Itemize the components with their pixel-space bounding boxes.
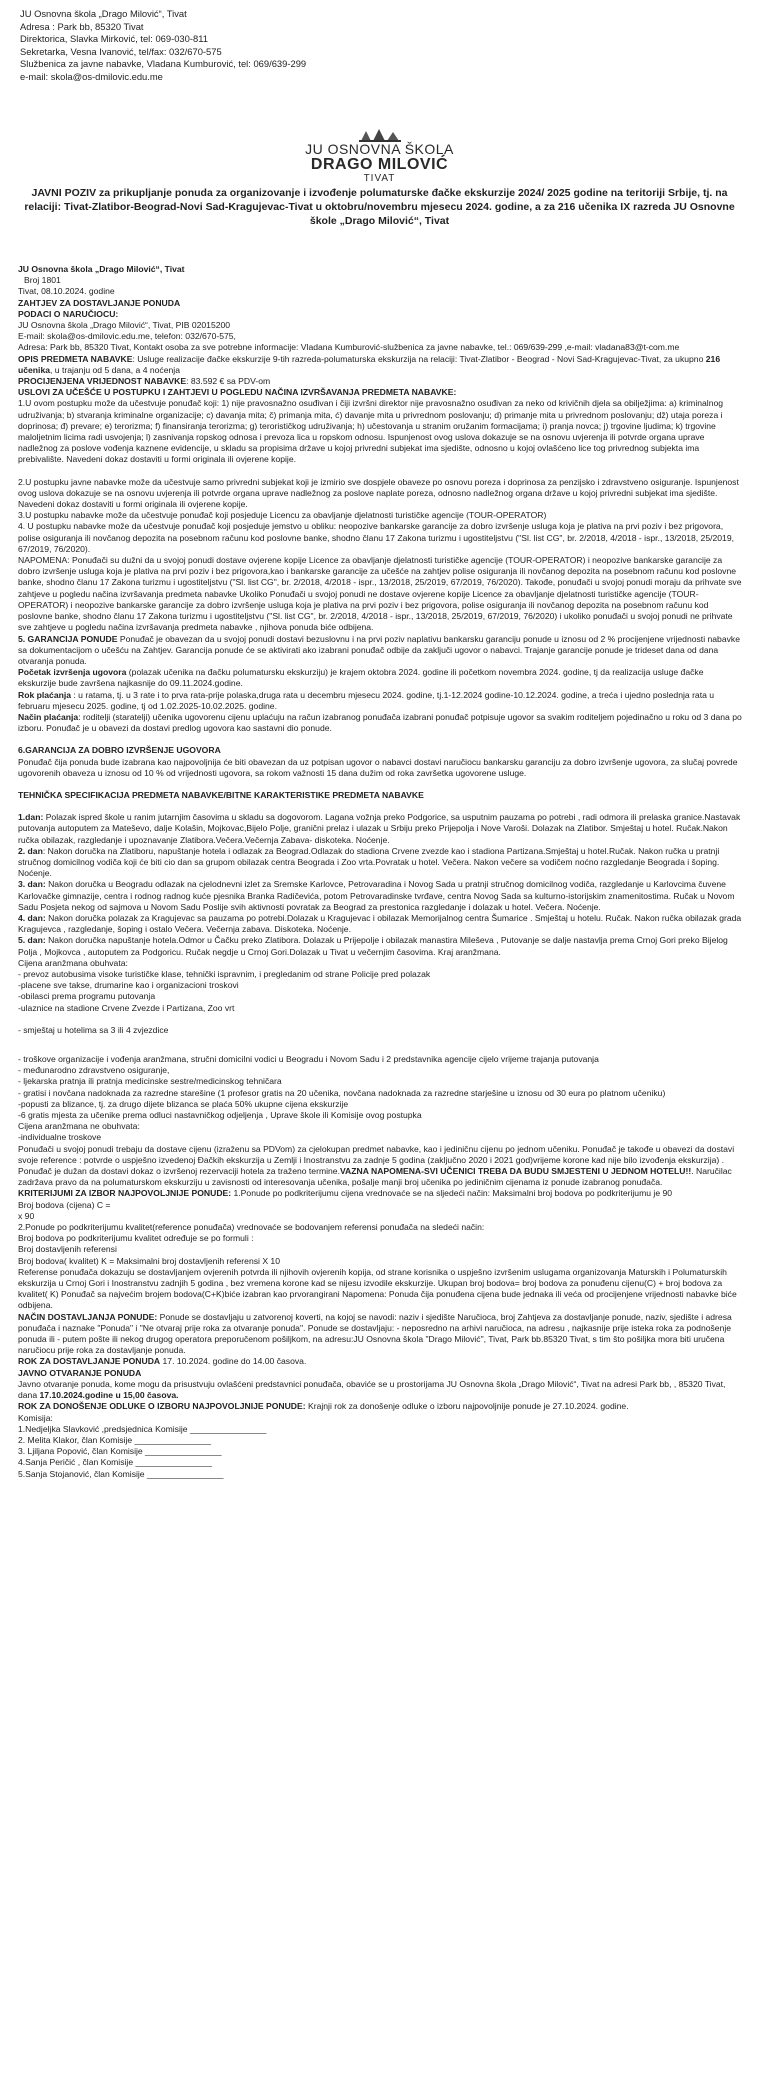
list-item: - troškove organizacije i vođenja aranžmana, stručni domicilni vodici u Beogradu i Novom Sadu i 2 predstavnika agencije cijelo vrijeme trajanja putovanja [18, 1054, 599, 1064]
text: (polazak učenika na đačku polumatursku ekskurziju) je krajem oktobra 2024. godine ili početkom novembra 2024. godine, tj da realizacija usluge đačke ekskurzije bude završena najkasnije do 09.11.2024.godine. [18, 667, 704, 689]
formula-line: Broj bodova( kvalitet) K = Maksimalni broj dostavljenih referensi X 10 [18, 1255, 280, 1266]
paragraph: 1.U ovom postupku može da učestvuje ponuđač koji: 1) nije pravosnažno osuđivan i čiji izvršni direktor nije pravosnažno osuđivan za neko od krivičnih djela sa obilježjima: a) kriminalnog udruživanja; b) stvaranja kriminalne organizacije; c) davanja mita; č) primanja mita, ć) davanje mita u privrednom poslovanju; d) primanje mita u privrednom poslovanju; dž) utaja poreza i doprinosa; đ) prevare; e) terorizma; f) finansiranja terorizma; g) terorističkog udruživanja; h) učestovanja u stranim oružanim formacijama; i) pranja novca; j) trgovine ljudima; k) trgovine maloljetnim licima radi usvojenja; l) zasnivanja ropskog odnosa i prevoza lica u ropskom odnosu. Ispunjenost ovog uslova dokazuje se na osnovu uvjerenja ili potvrde organa uprave nadležnog za poslove vođenja kaznene evidencije, u skladu sa propisima države u kojoj privredni subjekat ima sjedište, odnosno u kojoj ovlašćeno lice tog privrednog subjekta ima prebivalište. Navedeni dokaz dostaviti u formi originala ili ovjerene kopije. [18, 398, 724, 465]
label: Početak izvršenja ugovora [18, 667, 127, 678]
label: NAČIN DOSTAVLJANJA PONUDE: [18, 1311, 158, 1322]
label: 4. dan: [18, 912, 46, 923]
paragraph [18, 1356, 744, 1367]
list-item: - međunarodno zdravstveno osiguranje, [18, 1065, 170, 1076]
paragraph [18, 1144, 744, 1189]
text: Krajnji rok za donošenje odluke o izboru najpovoljnije ponude je 27.10.2024. godine. [305, 1401, 629, 1412]
text: Nakon doručka polazak za Kragujevac sa pauzama po potrebi.Dolazak u Kragujevac i obilazak Memorijalnog centra Šumarice . Smještaj u hotelu. Ručak. Nakon ručka obilazak grada Kragujevca , razgledanje, šoping i ostalo Večera. Večernja zabava. Diskoteka. Noćenje. [18, 912, 742, 935]
section-heading: TEHNIČKA SPECIFIKACIJA PREDMETA NABAVKE/BITNE KARAKTERISTIKE PREDMETA NABAVKE [18, 789, 424, 800]
committee-member: 5.Sanja Stojanović, član Komisije ________________ [18, 1468, 224, 1479]
label: ROK ZA DOSTAVLJANJE PONUDA [18, 1356, 161, 1367]
spacer [18, 466, 744, 477]
label: 2. dan [18, 845, 43, 856]
itinerary-day [18, 812, 744, 846]
list-item: -ulaznice na stadione Crvene Zvezde i Partizana, Zoo vrt [18, 1002, 235, 1013]
label: 216 učenika [18, 353, 721, 375]
header-line: e-mail: skola@os-dmilovic.edu.me [20, 70, 163, 82]
list-item: -obilasci prema programu putovanja [18, 991, 156, 1002]
label: 17.10.2024.godine u 15,00 časova. [39, 1390, 179, 1401]
text: 17. 10.2024. godine do 14.00 časova. [160, 1356, 307, 1367]
label: ROK ZA DONOŠENJE ODLUKE O IZBORU NAJPOVOLJNIJE PONUDE: [18, 1401, 306, 1412]
text: : Nakon doručka na Zlatiboru, napuštanje hotela i odlazak za Beograd.Odlazak do stadiona Crvene zvezde kao i stadiona Partizana.Smještaj u hotel.Ručak. Nakon ručka u pratnji stručnog domicilnog vodiča koji će biti cio dan sa grupom obilazak centra Beograda i Zoo vrta.Povratak u hotel. Večera. Nakon večere sa vodičem noćno razgledanje Beograda i šoping. Noćenje. [18, 845, 720, 879]
paragraph [18, 1401, 744, 1412]
text: Ponuđač je obavezan da u svojoj ponudi dostavi bezuslovnu i na prvi poziv naplativu bankarsku garanciju ponude u iznosu od 2 % procijenjene vrijednosti nabavke sa dokumentacijom o učešću na Zahtjev. Garancija ponude će se aktivirati ako izabrani ponuđač odbije da zaključi ugovor o nabavci. Trajanje garancije ponude je trideset dana od dana otvaranja ponuda. [18, 633, 740, 666]
paragraph: Cijena aranžmana obuhvata: [18, 957, 128, 968]
list-item: - ljekarska pratnja ili pratnja medicinske sestre/medicinskog tehničara [18, 1076, 282, 1087]
paragraph: Referense ponuđača dokazuju se dostavljanjem ovjerenih potvrda ili njihovih ovjerenih kopija, od strane korisnika o uspješno izvršenim uslugama organizovanja Maturskih i Polumaturskih ekskurzija u Crnoj Gori i Inostranstvu zadnjih 5 godina , bez vremena korone kad se nijesu izvodile ekskurzije. Ukupan broj bodova= broj bodova za ponuđenu cijenu(C) + broj bodova za kvalitet( K) Ponuđač sa najvećim brojem bodova(C+K)biće izabran kao prvorangirani Napomena: Ponuda čija ponuđena cijena bude jednaka ili veća od procijenjene vrijednosti nabavke biće odbijena. [18, 1266, 737, 1311]
formula-line: Broj bodova (cijena) C = [18, 1199, 111, 1210]
document-body [18, 264, 744, 1480]
section-heading: JAVNO OTVARANJE PONUDA [18, 1367, 142, 1378]
paragraph: E-mail: skola@os-dmilovic.edu.me, telefon: 032/670-575, [18, 331, 236, 342]
label: VAZNA NAPOMENA-SVI UČENICI TREBA DA BUDU SMJESTENI U JEDNOM HOTELU!! [339, 1166, 692, 1177]
paragraph [18, 1379, 744, 1401]
label: 5. GARANCIJA PONUDE [18, 633, 118, 644]
school-name: JU Osnovna škola „Drago Milović“, Tivat [18, 264, 185, 274]
paragraph [18, 667, 744, 689]
label: 5. dan: [18, 935, 46, 946]
paragraph [18, 690, 744, 712]
formula-line: Broj dostavljenih referensi [18, 1244, 117, 1255]
text: : u ratama, tj. u 3 rate i to prva rata-prije polaska,druga rata u decembru mjesecu 2024. godine, tj.1-12.2024 godine-10.12.2024. godine, a treća i ujedno poslednja rata u februaru mjesecu 2025. godine, tj od 1.02.2025-10.02.2025. godine. [18, 689, 715, 711]
text: , u trajanju od 5 dana, a 4 noćenja [50, 364, 180, 375]
logo-crest-icon [357, 128, 403, 142]
header-line: Adresa : Park bb, 85320 Tivat [20, 20, 144, 32]
list-item: -placene sve takse, drumarine kao i organizacioni troskovi [18, 980, 239, 991]
itinerary-day [18, 879, 744, 913]
contracting-authority-heading: PODACI O NARUČIOCU: [18, 308, 119, 319]
itinerary-day [18, 935, 744, 957]
school-contact-header [20, 8, 306, 84]
header-line: Direktorica, Slavka Mirković, tel: 069-030-811 [20, 33, 208, 45]
paragraph: 2.U postupku javne nabavke može da učestvuje samo privredni subjekat koji je izmirio sve dospjele obaveze po osnovu poreza i doprinosa za penzijsko i zdravstveno osiguranje. Ispunjenost ovog uslova dokazuje se na osnovu uvjerenja ili potvrde organa uprave nadležnog za poslove naplate poreza, odnosno nadležnog organa države u kojoj privredni subjekat ima sjedište. Navedeni dokaz dostaviti u formi originala ili ovjerene kopije. [18, 476, 739, 510]
spacer [18, 734, 744, 745]
list-item: -popusti za blizance, tj. za drugo dijete blizanca se plaća 50% ukupne cijena ekskurzije [18, 1098, 349, 1109]
paragraph [18, 712, 744, 734]
committee-heading: Komisija: [18, 1412, 53, 1423]
paragraph: Ponuđač čija ponuda bude izabrana kao najpovoljnija će biti obavezan da uz potpisan ugovor o nabavci dostavi naručiocu bankarsku garanciju za dobro izvršenje ugovora, za slučaj povrede ugovorenih obaveza u iznosu od 10 % od vrijednosti ugovora, sa rokom važnosti 15 dana dužim od roka završetka ugovorene usluge. [18, 756, 738, 778]
committee-member: 4.Sanja Peričić , član Komisije ________________ [18, 1457, 212, 1468]
text: 1.Ponude po podkriterijumu cijena vrednovaće se na sljedeći način: Maksimalni broj bodova po podkriterijumu je 90 [231, 1188, 673, 1199]
list-item: - prevoz autobusima visoke turističke klase, tehnički ispravnim, i pregledanim od strane Policije pred polazak [18, 968, 431, 979]
header-line: JU Osnovna škola „Drago Milović“, Tivat [20, 8, 187, 19]
paragraph [18, 376, 744, 387]
school-logo [0, 128, 759, 185]
paragraph: NAPOMENA: Ponuđači su dužni da u svojoj ponudi dostave ovjerene kopije Licence za obavljanje djelatnosti turističke agencije (TOUR-OPERATOR) i neopozive bankarske garancije za dobro izvršenje usluga koja je plativa na prvi poziv i bez prigovora,kao i bankarske garancije za učešće na zahtjev polise osiguranja ili novčanog depozita na posebnom računu kod poslovne banke, shodno članu 17 Zakona turizmu i ugostiteljstvu ("Sl. list CG", br. 2/2018, 4/2018 - ispr., 13/2018, 25/2019, 67/2019, 76/2020). Takođe, ponuđači u svojoj ponudi moraju da prihvate sve zahtjeve u pogledu načina izvršavanja predmeta nabavke Ukoliko Ponuđači u svojoj ponudi ne dostave ovjerene kopije Licence za obavljanje djelatnosti turističke agencije (TOUR-OPERATOR) i neopozive bankarske garancije za dobro izvršenje usluga koja je plativa na prvi poziv i bez prigovora, polise osiguranja ili novčanog depozita na posebnom računu kod poslovne banke, shodno članu 17 Zakona turizmu i ugostiteljstvu ("Sl. list CG", br. 2/2018, 4/2018 - ispr., 13/2018, 25/2019, 67/2019, 76/2020) i ukoliko ponuđači u svojoj ponudi ne prihvate sve zahtjeve u pogledu načina izvršavanja predmeta nabavke , njihova ponuda biće odbijena. [18, 555, 742, 633]
paragraph: 4. U postupku nabavke može da učestvuje ponuđač koji posjeduje jemstvo u obliku: neopozive bankarske garancije za dobro izvršenje usluga koja je plativa na prvi poziv i bez prigovora, polise osiguranja ili novčanog depozita na posebnom računu kod poslovne banke, shodno članu 17 Zakona turizmu i ugostiteljstvu ("Sl. list CG", br. 2/2018, 4/2018 - ispr., 13/2018, 25/2019, 67/2019, 76/2020). [18, 521, 735, 554]
logo-line-1: JU OSNOVNA ŠKOLA [305, 141, 454, 157]
spacer [18, 1014, 744, 1025]
label: KRITERIJUMI ZA IZBOR NAJPOVOLJNIJE PONUDE: [18, 1188, 232, 1199]
spacer [18, 779, 744, 790]
paragraph: 2.Ponude po podkriterijumu kvalitet(reference ponuđača) vrednovaće se bodovanjem referensi ponuđača na sledeći način: [18, 1222, 485, 1233]
label: 1.dan: [18, 812, 44, 823]
conditions-heading: USLOVI ZA UČEŠĆE U POSTUPKU I ZAHTJEVI U POGLEDU NAČINA IZVRŠAVANJA PREDMETA NABAVKE: [18, 387, 457, 398]
text: . Naručilac zadržava pravo da na polumaturskom ekskurziju u zavisnosti od interesovanja učenika, pošalje manji broj učenika po jediničnim cijenama iz ponude izabranog ponuđača. [18, 1166, 732, 1188]
header-line: Sekretarka, Vesna Ivanović, tel/fax: 032/670-575 [20, 45, 222, 57]
committee-member: 2. Melita Klakor, član Komisije ________________ [18, 1434, 212, 1445]
list-item: -6 gratis mjesta za učenike prema odluci nastavničkog odjeljenja , Uprave škole ili Komisije ovog postupka [18, 1110, 422, 1121]
committee-member: 3. Ljiljana Popović, član Komisije ________________ [18, 1446, 222, 1457]
label: OPIS PREDMETA NABAVKE [18, 353, 133, 364]
paragraph: Cijena aranžmana ne obuhvata: [18, 1121, 140, 1132]
text: Ponude se dostavljaju u zatvorenoj koverti, na kojoj se navodi: naziv i sjedište Naručioca, broj Zahtjeva za dostavljanje ponude, naziv, sjedište i adresa ponuđača i naznake "Ponuda" i "Ne otvaraj prije roka za otvaranje ponuda". Ponude se dostavljaju: - neposredno na arhivi naručioca, na adresu , najkasnije prije isteka roka za podnošenje ponuda ili - putem pošte ili nekog drugog operatora preporučenom pošiljkom, na adresu:JU Osnovna škola "Drago Milović", Tivat, Park bb.85320 Tivat, s tim što pošiljka mora biti uručena naručiocu prije roka za dostavljanje ponuda. [18, 1311, 732, 1356]
spacer [18, 801, 744, 812]
section-heading: 6.GARANCIJA ZA DOBRO IZVRŠENJE UGOVORA [18, 745, 221, 756]
text: Nakon doručka u Beogradu odlazak na cjelodnevni izlet za Sremske Karlovce, Petrovaradina i Novog Sada u pratnji stručnog domicilnog vodiča, razgledanje u Karlovcima čuvene Karlovačke gimnazije, centra i rodnog radnog kuće pjesnika Branka Radičevića, potom Petrovaradinske tvrđave, centra Novog Sada sa kulturno-istorijskim znamenitostima. Ručak u Novom Sadu Posjeta nekog od sajmova u Novom Sadu Poslije svih aktivnosti povratak za Beograd za prestonica razgledanje i dolazak u hotel. Večera. Noćenje. [18, 879, 735, 912]
paragraph [18, 1188, 744, 1199]
label: Način plaćanja [18, 711, 79, 722]
call-title: JAVNI POZIV za prikupljanje ponuda za organizovanje i izvođenje polumaturske đačke ekskurzije 2024/ 2025 godine na teritoriji Srbije, tj. na relaciji: Tivat-Zlatibor-Beograd-Novi Sad-Kragujevac-Tivat u oktobru/novembru mjesecu 2024. godine, a za 216 učenika IX razreda JU Osnovne škole „Drago Milović“, Tivat [24, 187, 735, 228]
text: Javno otvaranje ponuda, kome mogu da prisustvuju ovlašćeni predstavnici ponuđača, obaviće se u prostorijama JU Osnovna škola „Drago Milović“, Tivat na adresi Park bb, , 85320 Tivat, dana [18, 1378, 726, 1401]
logo-line-2: DRAGO MILOVIĆ [310, 156, 449, 173]
formula-line: x 90 [18, 1210, 35, 1221]
text: Nakon doručka napuštanje hotela.Odmor u Čačku preko Zlatibora. Dolazak u Prijepolje i obilazak manastira Mileševa , Putovanje se dalje nastavlja prema Crnoj Gori preko Bijelog Polja , Mojkovca , autoputem za Podgoricu. Ručak negdje u Crnoj Gori.Dolazak u Tivat u večernjim časovima. Kraj aranžmana. [18, 935, 728, 957]
list-item: - smještaj u hotelima sa 3 ili 4 zvjezdice [18, 1024, 169, 1035]
committee-member: 1.Nedjeljka Slavković ,predsjednica Komisije ________________ [18, 1423, 267, 1434]
paragraph [18, 634, 744, 668]
list-item: - gratisi i novčana nadoknada za razredne starešine (1 profesor gratis na 20 učenika, novčana nadoknada za razredne starješine u iznosu od 30 eura po platnom učeniku) [18, 1087, 666, 1098]
label: 3. dan: [18, 879, 46, 890]
reference-number: Broj 1801 [24, 275, 61, 286]
paragraph: Adresa: Park bb, 85320 Tivat, Kontakt osoba za sve potrebne informacije: Vladana Kumburović-službenica za javne nabavke, tel.: 069/639-299 ,e-mail: vladana83@t-com.me [18, 342, 680, 353]
label: PROCIJENJENA VRIJEDNOST NABAVKE [18, 376, 187, 387]
paragraph [18, 354, 744, 376]
text: Ponuđači u svojoj ponudi trebaju da dostave cijenu (izraženu sa PDVom) za cjelokupan predmet nabavke, kao i jediničnu cijenu po jednom učeniku. Ponuđač je takođe u obavezi da dostavi svoje reference : potvrde o uspješno izvedenoj Đačkih ekskurzija u Zemlji i Inostranstvu za zadnje 5 godina (zaključno 2020 i 2021 god)vrijeme korone kad nije bilo izvođenja ekskurzija) . Ponuđač je dužan da dostavi dokaz o izvršenoj rezervaciji hotela za traženo termine. [18, 1143, 735, 1177]
itinerary-day [18, 913, 744, 935]
text: : Usluge realizacije đačke ekskurzije 9-tih razreda-polumaturska ekskurzija na relaciji: Tivat-Zlatibor - Beograd - Novi Sad-Kragujevac-Tivat, za ukupno [132, 353, 706, 364]
text: : 83.592 € sa PDV-om [186, 376, 271, 387]
header-line: Službenica za javne nabavke, Vladana Kumburović, tel: 069/639-299 [20, 58, 307, 70]
list-item: -individualne troskove [18, 1132, 102, 1143]
spacer [18, 1036, 744, 1054]
itinerary-day [18, 846, 744, 880]
paragraph: JU Osnovna škola „Drago Milović“, Tivat, PIB 02015200 [18, 320, 231, 331]
text: Polazak ispred škole u ranim jutarnjim časovima u skladu sa dogovorom. Lagana vožnja preko Podgorice, sa usputnim pauzama po potrebi , radi odmora ili prelaska granice.Nastavak putovanja autoputem za Mateševo, dalje Kolašin, Mojkovac,Bijelo Polje, granični prelaz i ulazak u Srbiju preko Prijepolja i Nove Varoši. Dolazak na Zlatibor. Smještaj u hotel. Ručak.Nakon ručka obilazak, razgledanje i upoznavanje Zlatibora.Večera.Večernja Zabava- diskoteka. Noćenje. [18, 812, 741, 845]
paragraph: 3.U postupku nabavke može da učestvuje ponuđač koji posjeduje Licencu za obavljanje djelatnosti turističke agencije (TOUR-OPERATOR) [18, 510, 547, 521]
document-date: Tivat, 08.10.2024. godine [18, 286, 115, 297]
paragraph: Broj bodova po podkriterijumu kvalitet određuje se po formuli : [18, 1233, 254, 1244]
request-heading: ZAHTJEV ZA DOSTAVLJANJE PONUDA [18, 297, 181, 308]
text: : roditelji (staratelji) učenika ugovorenu cijenu uplaćuju na račun izabranog ponuđača izabrani ponuđač potpisuje ugovor sa svakim roditeljem pojedinačno u roku od 3 dana po izboru. Ponuđač je u obavezi da dostavi predlog ugovora kao sastavni dio ponude. [18, 711, 742, 734]
label: Rok plaćanja [18, 689, 72, 700]
logo-line-3: TIVAT [363, 173, 396, 184]
paragraph [18, 1312, 744, 1357]
